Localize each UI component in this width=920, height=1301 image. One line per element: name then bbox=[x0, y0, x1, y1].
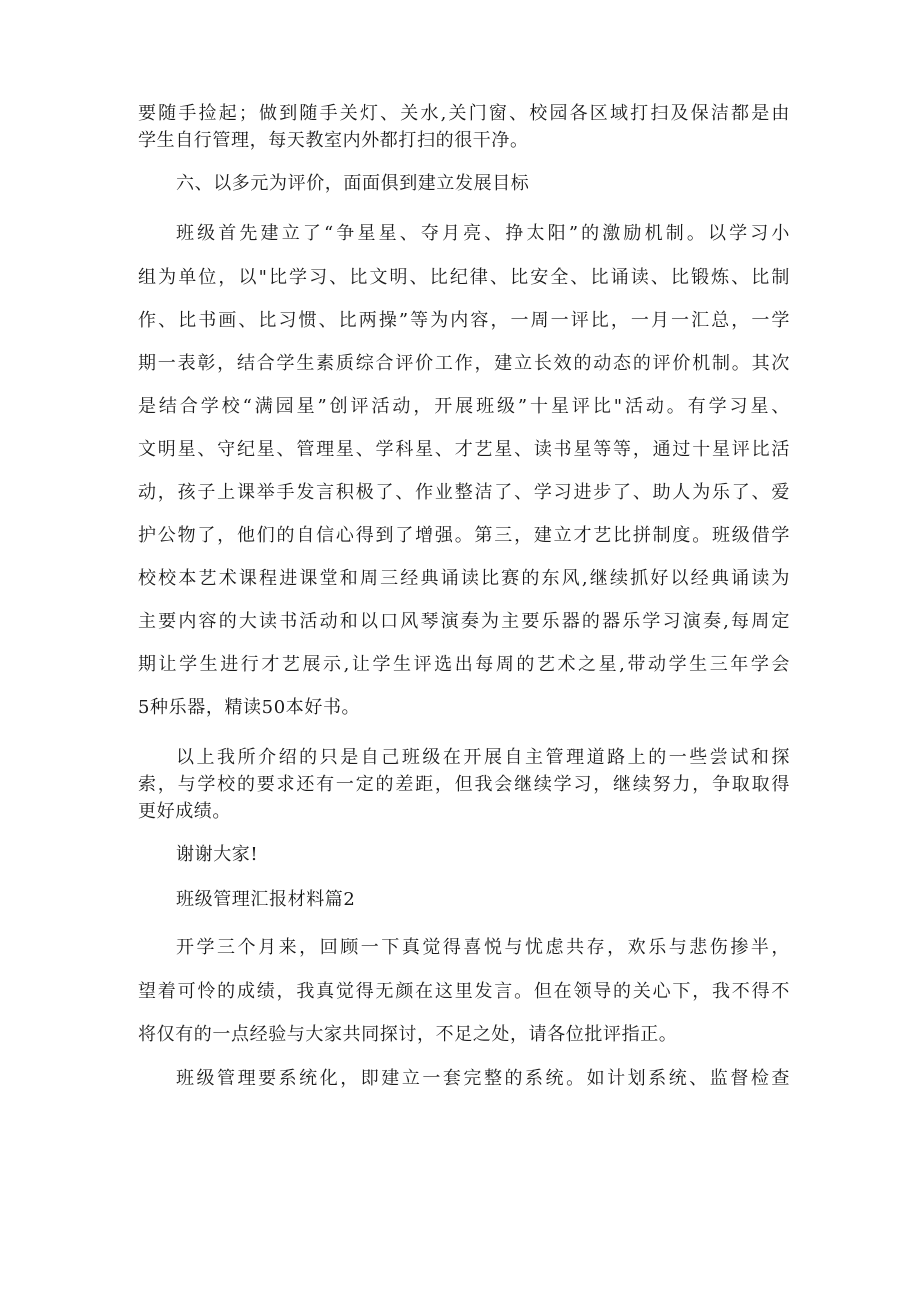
closing-thanks: 谢谢大家! bbox=[176, 844, 259, 865]
paragraph-line: 作、比书画、比习惯、比两操”等为内容，一周一评比，一月一汇总，一学 bbox=[138, 310, 790, 331]
paragraph-line: 班级管理要系统化，即建立一套完整的系统。如计划系统、监督检查 bbox=[176, 1068, 790, 1089]
paragraph-line: 望着可怜的成绩，我真觉得无颜在这里发言。但在领导的关心下，我不得不 bbox=[138, 981, 790, 1002]
paragraph-line: 是结合学校“满园星”创评活动，开展班级”十星评比"活动。有学习星、 bbox=[138, 396, 790, 417]
paragraph-line: 以上我所介绍的只是自己班级在开展自主管理道路上的一些尝试和探 bbox=[176, 747, 790, 768]
paragraph-line: 5种乐器，精读50本好书。 bbox=[138, 697, 361, 718]
paragraph-line: 班级首先建立了“争星星、夺月亮、挣太阳”的激励机制。以学习小 bbox=[176, 223, 790, 244]
paragraph-line: 要随手捡起；做到随手关灯、关水,关门窗、校园各区域打扫及保洁都是由 bbox=[138, 103, 790, 124]
article-title: 班级管理汇报材料篇2 bbox=[176, 889, 356, 910]
paragraph-line: 索，与学校的要求还有一定的差距，但我会继续学习，继续努力，争取取得 bbox=[138, 774, 790, 795]
paragraph-line: 校校本艺术课程进课堂和周三经典诵读比赛的东风,继续抓好以经典诵读为 bbox=[138, 568, 790, 589]
paragraph-line: 动，孩子上课举手发言积极了、作业整洁了、学习进步了、助人为乐了、爱 bbox=[138, 482, 790, 503]
paragraph-line: 期让学生进行才艺展示,让学生评选出每周的艺术之星,带动学生三年学会 bbox=[138, 654, 790, 675]
paragraph-line: 组为单位，以"比学习、比文明、比纪律、比安全、比诵读、比锻炼、比制 bbox=[138, 267, 790, 288]
paragraph-line: 将仅有的一点经验与大家共同探讨，不足之处，请各位批评指正。 bbox=[138, 1024, 678, 1045]
paragraph-line: 学生自行管理，每天教室内外都打扫的很干净。 bbox=[138, 130, 529, 151]
paragraph-line: 护公物了，他们的自信心得到了增强。第三，建立才艺比拼制度。班级借学 bbox=[138, 525, 790, 546]
paragraph-line: 更好成绩。 bbox=[138, 801, 231, 822]
section-heading: 六、以多元为评价，面面俱到建立发展目标 bbox=[176, 173, 530, 194]
paragraph-line: 开学三个月来，回顾一下真觉得喜悦与忧虑共存，欢乐与悲伤掺半， bbox=[176, 937, 790, 958]
paragraph-line: 主要内容的大读书活动和以口风琴演奏为主要乐器的器乐学习演奏,每周定 bbox=[138, 611, 790, 632]
paragraph-line: 期一表彰，结合学生素质综合评价工作，建立长效的动态的评价机制。其次 bbox=[138, 353, 790, 374]
paragraph-line: 文明星、守纪星、管理星、学科星、才艺星、读书星等等，通过十星评比活 bbox=[138, 439, 790, 460]
